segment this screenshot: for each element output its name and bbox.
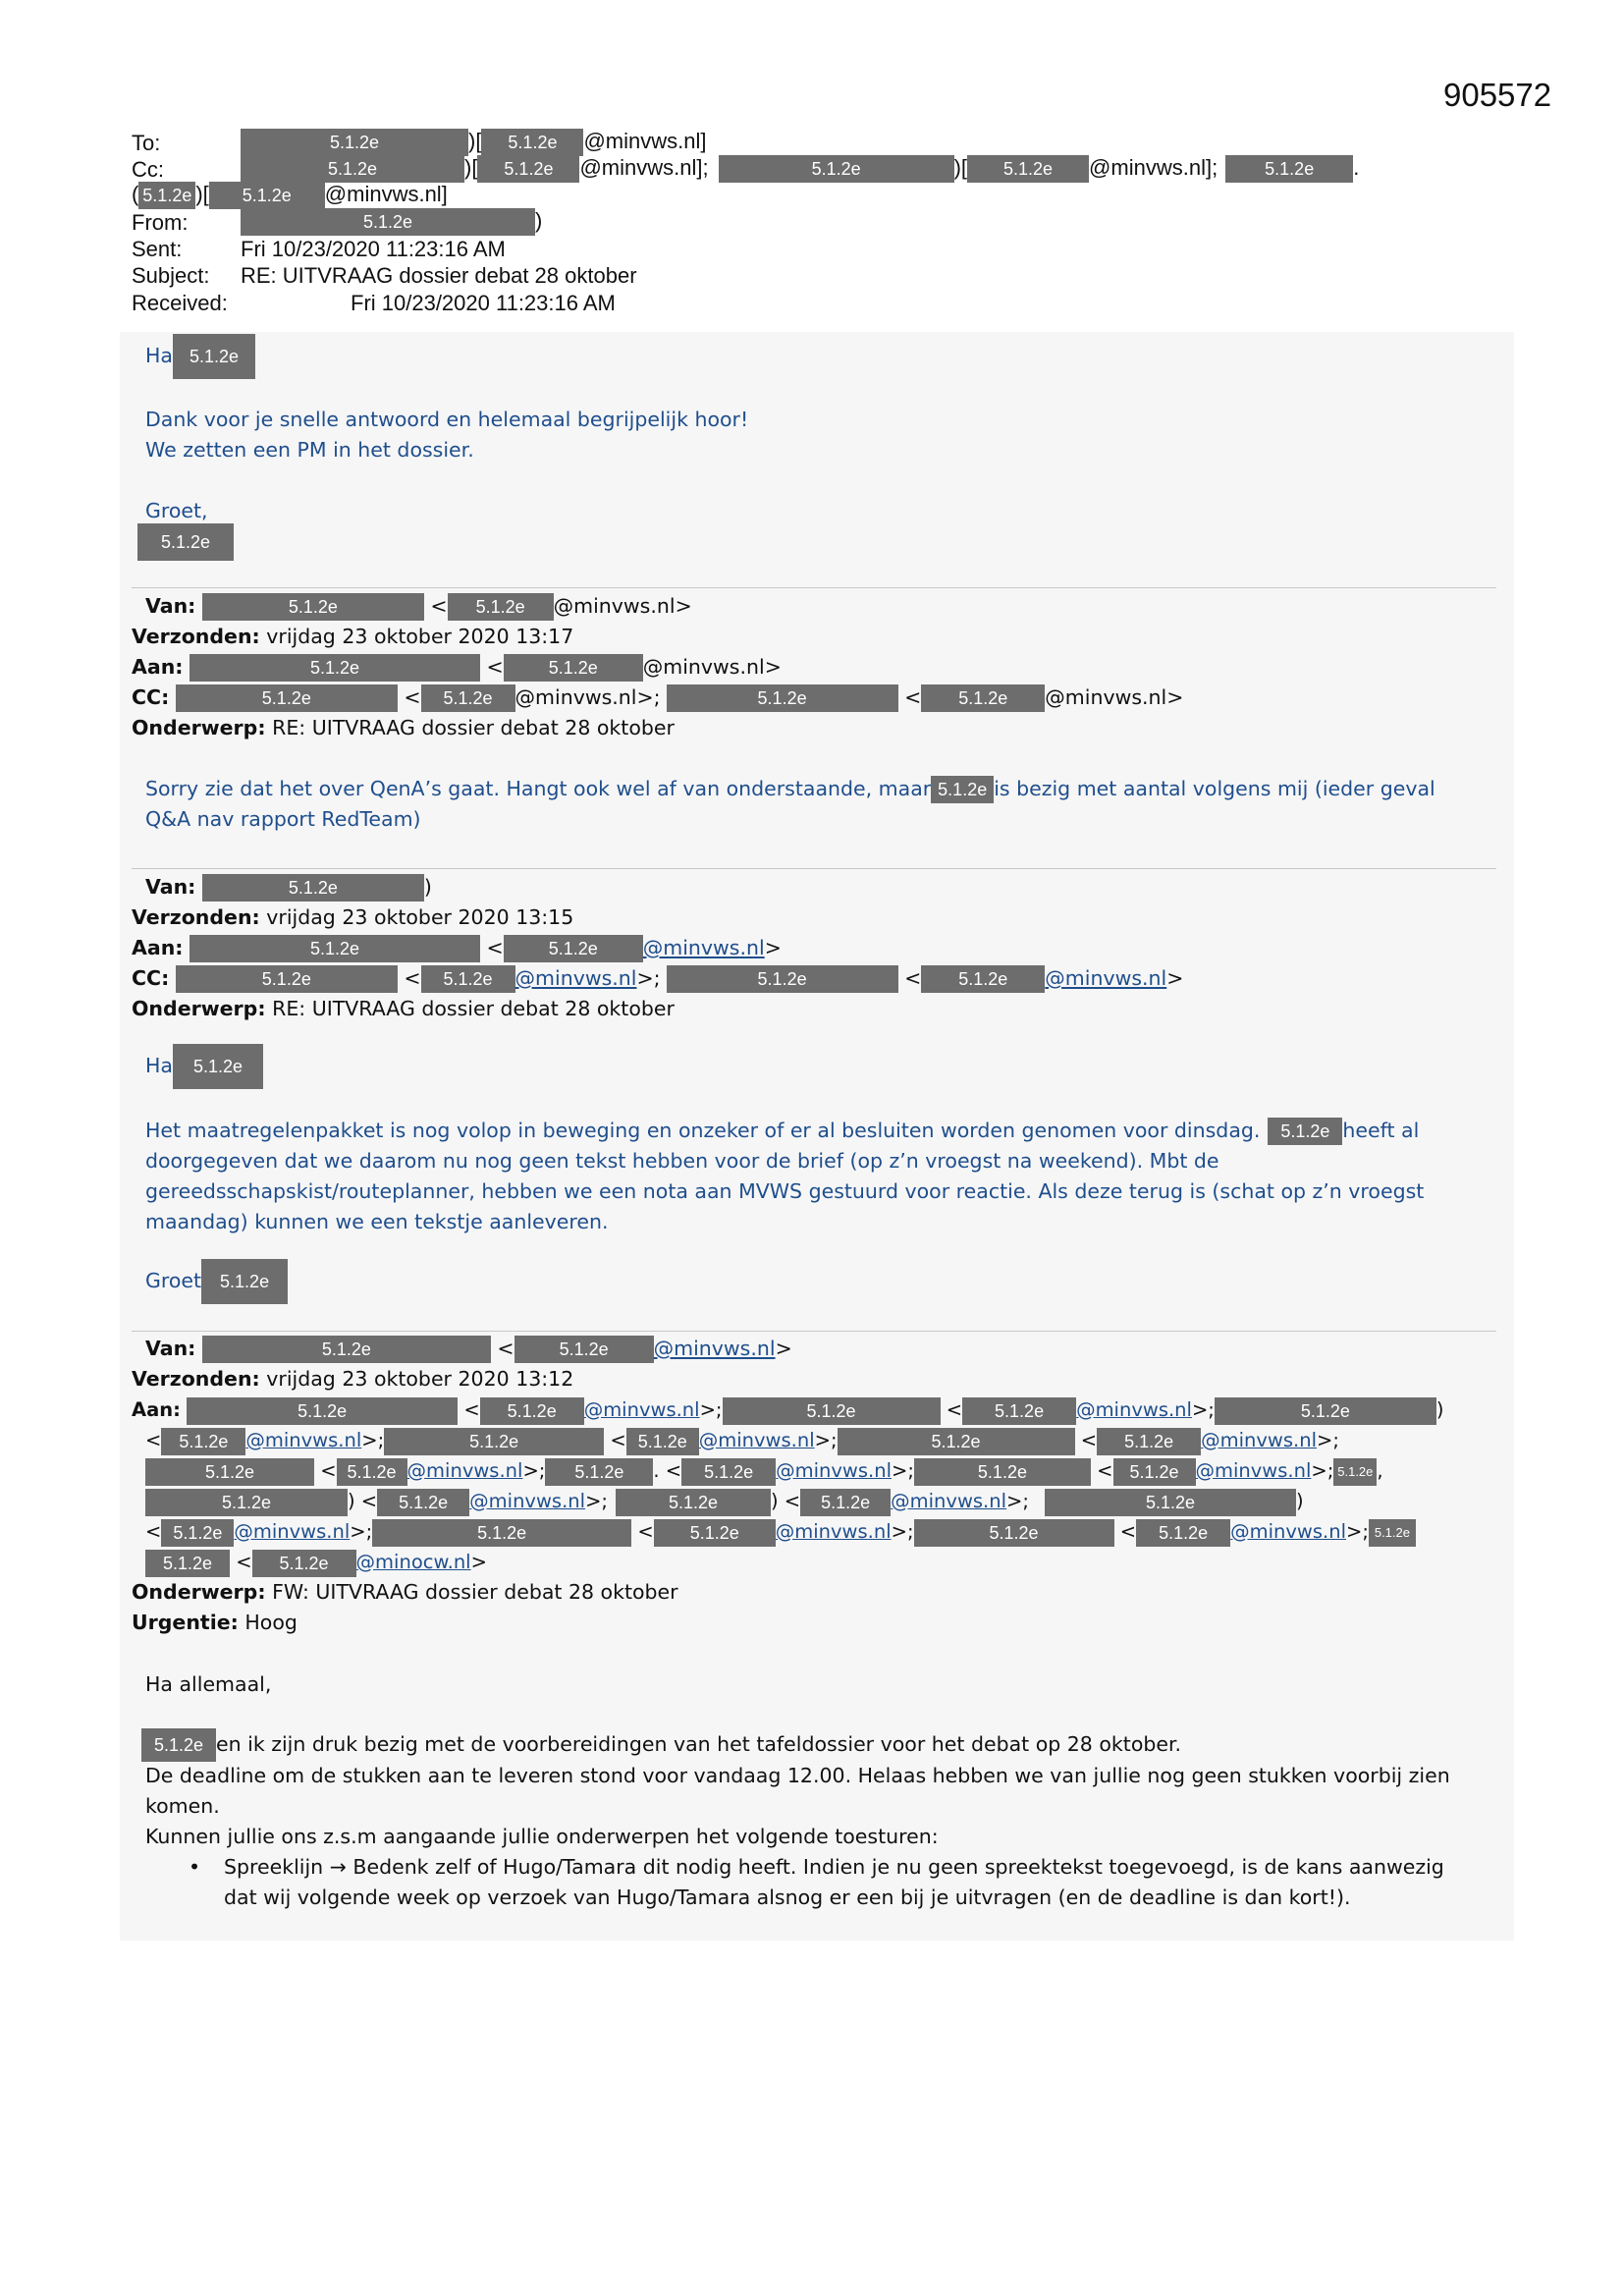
email-domain: @minvws.nl]; (579, 155, 709, 180)
header-cc-value: 5.1.2e )[ 5.1.2e @minvws.nl]; 5.1.2e )[ 5.1.2e @minvws.nl]; 5.1.2e . (241, 155, 1359, 183)
redaction-block: 5.1.2e (914, 1458, 1091, 1486)
redaction-block: 5.1.2e (1268, 1118, 1342, 1145)
message3-verzonden: Verzonden: vrijdag 23 oktober 2020 13:15 (132, 905, 574, 929)
message1-line2: We zetten een PM in het dossier. (145, 438, 474, 462)
header-subject-label: Subject: (132, 263, 210, 288)
redaction-block: 5.1.2e (626, 1428, 699, 1455)
message3-closing-line: Groet 5.1.2e (145, 1259, 288, 1304)
email-link[interactable]: @minvws.nl (1045, 966, 1167, 990)
redaction-block: 5.1.2e (480, 1397, 584, 1425)
header-subject-value: RE: UITVRAAG dossier debat 28 oktober (241, 263, 637, 288)
redaction-block: 5.1.2e (800, 1489, 891, 1516)
redaction-block: 5.1.2e (667, 965, 898, 993)
message1-line1: Dank voor je snelle antwoord en helemaal begrijpelijk hoor! (145, 408, 749, 431)
header-from-value: 5.1.2e ) (241, 208, 542, 236)
document-number: 905572 (1443, 77, 1552, 113)
redaction-block: 5.1.2e (838, 1428, 1075, 1455)
message4-aan-line1: Aan: 5.1.2e < 5.1.2e @minvws.nl>; 5.1.2e < 5.1.2e @minvws.nl>; 5.1.2e ) (132, 1394, 1444, 1425)
redaction-block: 5.1.2e (723, 1397, 941, 1425)
message4-p3: Kunnen jullie ons z.s.m aangaande jullie onderwerpen het volgende toesturen: (145, 1825, 939, 1848)
message2-aan: Aan: 5.1.2e < 5.1.2e @minvws.nl> (132, 652, 782, 683)
divider (132, 868, 1496, 869)
redaction-block: 5.1.2e (921, 965, 1045, 993)
message1-signature (137, 523, 234, 561)
message4-p2-line1: De deadline om de stukken aan te leveren stond voor vandaag 12.00. Helaas hebben we van jullie nog geen stukken voorbij zien (145, 1764, 1450, 1787)
message4-aan-line6: 5.1.2e < 5.1.2e @minocw.nl> (145, 1547, 487, 1577)
email-link[interactable]: @minvws.nl (775, 1520, 892, 1543)
message2-cc: CC: 5.1.2e < 5.1.2e @minvws.nl>; 5.1.2e < 5.1.2e @minvws.nl> (132, 683, 1183, 713)
redaction-block: 5.1.2e (421, 965, 515, 993)
email-link[interactable]: @minvws.nl (776, 1459, 893, 1482)
redaction-block: 5.1.2e (545, 1458, 653, 1486)
header-cc-label: Cc: (132, 157, 164, 182)
header-received-value: Fri 10/23/2020 11:23:16 AM (351, 291, 616, 315)
message2-body-line1: Sorry zie dat het over QenA’s gaat. Hangt ook wel af van onderstaande, maar 5.1.2e is bezig met aantal volgens mij (ieder geval (145, 774, 1435, 804)
message3-p1-line1: Het maatregelenpakket is nog volop in beweging en onzeker of er al besluiten worden genomen voor dinsdag. 5.1.2e heeft al (145, 1116, 1419, 1146)
message3-onderwerp: Onderwerp: RE: UITVRAAG dossier debat 28 oktober (132, 997, 675, 1020)
header-to-value: 5.1.2e )[ 5.1.2e @minvws.nl] (241, 129, 706, 156)
redaction-block: 5.1.2e (616, 1489, 771, 1516)
redaction-block: 5.1.2e (189, 654, 480, 682)
list-item: • Spreeklijn → Bedenk zelf of Hugo/Tamara dit nodig heeft. Indien je nu geen spreektekst toegevoegd, is de kans aanwezig dat wij volgende week op verzoek van Hugo/Tamara alsnog er een bij je uitvragen (en de deadline is dan kort!). (145, 1852, 1444, 1913)
redaction-block: 5.1.2e (187, 1397, 458, 1425)
message2-onderwerp: Onderwerp: RE: UITVRAAG dossier debat 28 oktober (132, 716, 675, 739)
redaction-block: 5.1.2e (1136, 1519, 1230, 1547)
message4-verzonden: Verzonden: vrijdag 23 oktober 2020 13:12 (132, 1367, 574, 1391)
redaction-block: 5.1.2e (931, 776, 994, 803)
email-domain: @minvws.nl]; (1089, 155, 1218, 180)
email-link[interactable]: @minvws.nl (698, 1429, 815, 1451)
message4-onderwerp: Onderwerp: FW: UITVRAAG dossier debat 28 oktober (132, 1580, 678, 1604)
message2-verzonden: Verzonden: vrijdag 23 oktober 2020 13:17 (132, 625, 574, 648)
redaction-block: 5.1.2e (241, 129, 468, 156)
redaction-block: 5.1.2e (252, 1550, 356, 1577)
redaction-block: 5.1.2e (209, 182, 325, 209)
redaction-block: 5.1.2e (189, 935, 480, 962)
header-received-label: Received: (132, 291, 228, 315)
message3-van: Van: 5.1.2e ) (145, 872, 432, 902)
redaction-block: 5.1.2e (201, 1259, 288, 1304)
message4-aan-line4: 5.1.2e ) < 5.1.2e @minvws.nl>; 5.1.2e ) < 5.1.2e @minvws.nl>; 5.1.2e ) (145, 1486, 1304, 1516)
message3-greeting-line: Ha 5.1.2e (145, 1044, 263, 1089)
redaction-block: 5.1.2e (384, 1428, 604, 1455)
email-link[interactable]: @minvws.nl (1201, 1429, 1317, 1451)
email-link[interactable]: @minvws.nl (642, 936, 765, 959)
redaction-block: 5.1.2e (161, 1428, 245, 1455)
redaction-block: 5.1.2e (145, 1458, 314, 1486)
redaction-block: 5.1.2e (337, 1458, 407, 1486)
redaction-block: 5.1.2e (1097, 1428, 1201, 1455)
email-link[interactable]: @minvws.nl (406, 1459, 523, 1482)
message4-urgentie: Urgentie: Hoog (132, 1611, 298, 1634)
redaction-block: 5.1.2e (1225, 155, 1353, 183)
redaction-block: 5.1.2e (667, 684, 898, 712)
message3-aan: Aan: 5.1.2e < 5.1.2e @minvws.nl> (132, 933, 782, 963)
email-domain: @minvws.nl] (583, 129, 707, 153)
message3-cc: CC: 5.1.2e < 5.1.2e @minvws.nl>; 5.1.2e < 5.1.2e @minvws.nl> (132, 963, 1183, 994)
email-link[interactable]: @minvws.nl (234, 1520, 351, 1543)
redaction-block: 5.1.2e (1333, 1458, 1377, 1486)
redaction-block: 5.1.2e (719, 155, 954, 183)
redaction-block: 5.1.2e (141, 1728, 216, 1762)
header-from-label: From: (132, 210, 189, 235)
redaction-block: 5.1.2e (681, 1458, 776, 1486)
redaction-block: 5.1.2e (962, 1397, 1076, 1425)
message4-aan-line5: < 5.1.2e @minvws.nl>; 5.1.2e < 5.1.2e @minvws.nl>; 5.1.2e < 5.1.2e @minvws.nl>; 5.1.2e (145, 1516, 1416, 1547)
redaction-block: 5.1.2e (1113, 1458, 1196, 1486)
message2-van: Van: 5.1.2e < 5.1.2e @minvws.nl> (145, 591, 692, 622)
redaction-block: 5.1.2e (145, 1489, 348, 1516)
email-link[interactable]: @minvws.nl (1076, 1398, 1192, 1421)
redaction-block: 5.1.2e (176, 965, 398, 993)
message3-p1-line3: gereedsschapskist/routeplanner, hebben we een nota aan MVWS gestuurd voor reactie. Als deze terug is (schat op z’n vroegst (145, 1179, 1425, 1203)
redaction-block: 5.1.2e (202, 874, 424, 902)
redaction-block: 5.1.2e (967, 155, 1089, 183)
redaction-block: 5.1.2e (448, 593, 554, 621)
redaction-block: 5.1.2e (161, 1519, 234, 1547)
message4-p2-line2: komen. (145, 1794, 220, 1818)
redaction-block: 5.1.2e (138, 182, 195, 209)
redaction-block: 5.1.2e (421, 684, 515, 712)
message4-greeting: Ha allemaal, (145, 1672, 272, 1696)
divider (132, 587, 1496, 588)
email-link[interactable]: @minvws.nl (245, 1429, 362, 1451)
redaction-block: 5.1.2e (1215, 1397, 1436, 1425)
redaction-block: 5.1.2e (504, 935, 643, 962)
redaction-block: 5.1.2e (241, 155, 464, 183)
message3-p1-line2: doorgegeven dat we daarom nu nog geen tekst hebben voor de brief (op z’n vroegst na weekend). Mbt de (145, 1149, 1219, 1173)
redaction-block: 5.1.2e (137, 523, 234, 561)
message4-aan-line3: 5.1.2e < 5.1.2e @minvws.nl>; 5.1.2e . < 5.1.2e @minvws.nl>; 5.1.2e < 5.1.2e @minvws.nl>; 5.1.2e , (145, 1455, 1383, 1486)
redaction-block: 5.1.2e (173, 334, 255, 379)
message1-closing: Groet, (145, 499, 208, 522)
redaction-block: 5.1.2e (1369, 1519, 1416, 1547)
divider (132, 1331, 1496, 1332)
redaction-block: 5.1.2e (514, 1336, 654, 1363)
redaction-block: 5.1.2e (173, 1044, 263, 1089)
redaction-block: 5.1.2e (176, 684, 398, 712)
message1-greeting: Ha (145, 344, 173, 367)
redaction-block: 5.1.2e (202, 1336, 491, 1363)
header-to-label: To: (132, 131, 161, 155)
header-sent-label: Sent: (132, 237, 183, 261)
redaction-block: 5.1.2e (654, 1519, 776, 1547)
email-link[interactable]: @minvws.nl (891, 1490, 1007, 1512)
email-link[interactable]: @minvws.nl (653, 1337, 776, 1360)
redaction-block: 5.1.2e (202, 593, 424, 621)
message1-greeting-line (145, 334, 255, 379)
message4-aan-line2: < 5.1.2e @minvws.nl>; 5.1.2e < 5.1.2e @minvws.nl>; 5.1.2e < 5.1.2e @minvws.nl>; (145, 1425, 1339, 1455)
redaction-block: 5.1.2e (377, 1489, 469, 1516)
redaction-block: 5.1.2e (1045, 1489, 1296, 1516)
email-link[interactable]: @minvws.nl (1195, 1459, 1312, 1482)
message2-body-line2: Q&A nav rapport RedTeam) (145, 807, 421, 831)
redaction-block: 5.1.2e (372, 1519, 631, 1547)
redaction-block: 5.1.2e (145, 1550, 230, 1577)
email-link[interactable]: @minvws.nl (514, 966, 637, 990)
redaction-block: 5.1.2e (477, 155, 579, 183)
email-domain: @minvws.nl] (324, 182, 448, 206)
redaction-block: 5.1.2e (481, 129, 583, 156)
email-link[interactable]: @minvws.nl (583, 1398, 700, 1421)
email-link[interactable]: @minocw.nl (355, 1551, 471, 1573)
email-link[interactable]: @minvws.nl (469, 1490, 586, 1512)
header-cc-continued: ( 5.1.2e )[ 5.1.2e @minvws.nl] (132, 182, 448, 209)
message4-bullet-list (145, 1852, 1444, 1913)
header-sent-value: Fri 10/23/2020 11:23:16 AM (241, 237, 506, 261)
message4-p1: 5.1.2e en ik zijn druk bezig met de voorbereidingen van het tafeldossier voor het debat op 28 oktober. (141, 1728, 1181, 1762)
redaction-block: 5.1.2e (241, 208, 535, 236)
email-link[interactable]: @minvws.nl (1230, 1520, 1346, 1543)
message3-p1-line4: maandag) kunnen we een tekstje aanleveren. (145, 1210, 609, 1233)
redaction-block: 5.1.2e (504, 654, 643, 682)
redaction-block: 5.1.2e (914, 1519, 1114, 1547)
redaction-block: 5.1.2e (921, 684, 1045, 712)
message4-van: Van: 5.1.2e < 5.1.2e @minvws.nl> (145, 1334, 792, 1364)
